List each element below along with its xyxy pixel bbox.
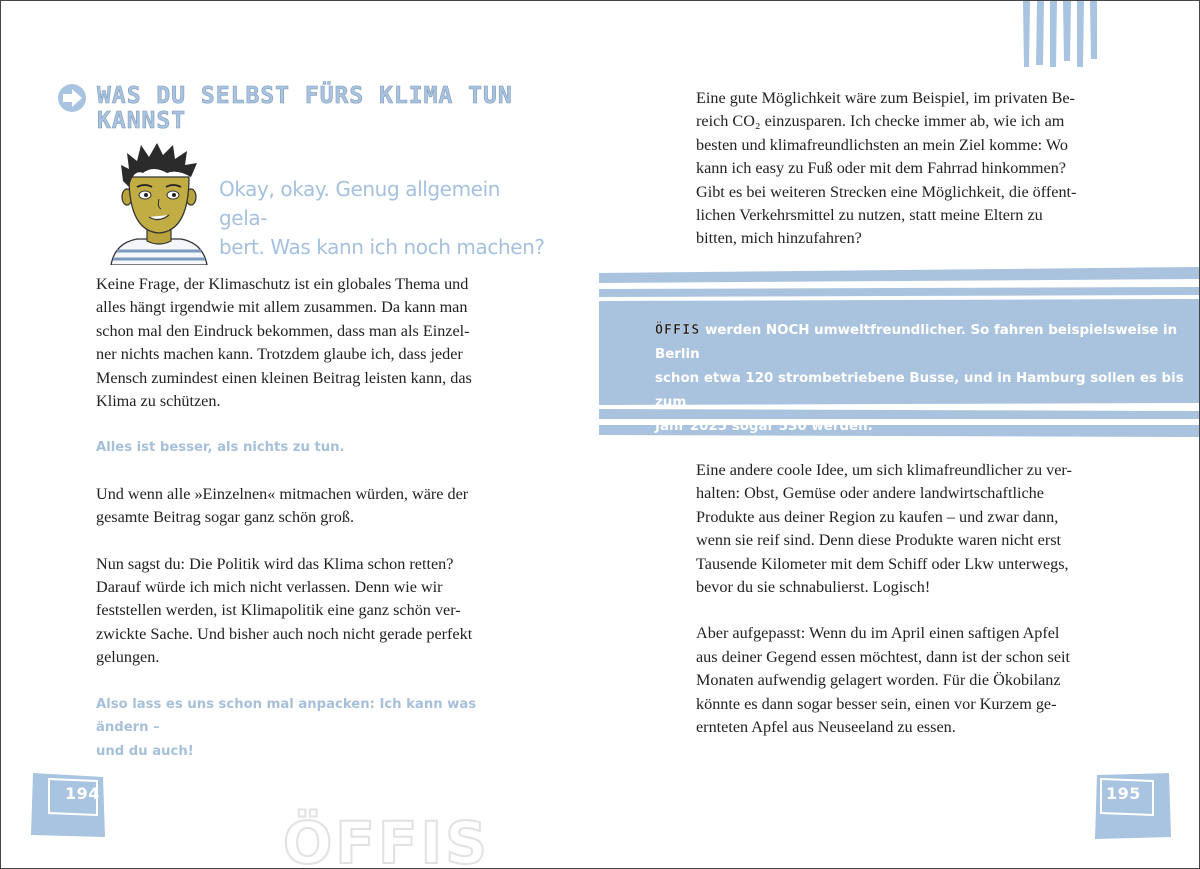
paragraph bbox=[96, 273, 516, 413]
paragraph bbox=[96, 483, 516, 530]
right-column-text-bottom bbox=[696, 459, 1106, 739]
text-line: Also lass es uns schon mal anpacken: Ich kann was ändern – bbox=[96, 696, 477, 736]
text-line: aus deiner Gegend essen möchtest, dann ist der schon seit bbox=[696, 647, 1071, 666]
text-line: schon mal den Eindruck bekommen, dass man als Einzel- bbox=[96, 321, 470, 340]
text-line: Eine andere coole Idee, um sich klimafreundlicher zu ver- bbox=[696, 461, 1072, 479]
text-line: feststellen werden, ist Klimapolitik eine ganz schön ver- bbox=[96, 601, 461, 620]
text-line: ernteten Apfel aus Neuseeland zu essen. bbox=[696, 718, 956, 737]
callout-keyword: ÖFFIS bbox=[655, 323, 701, 338]
text-line: Alles ist besser, als nichts zu tun. bbox=[96, 440, 345, 456]
text-line: besten und klimafreundlichsten an mein Ziel komme: Wo bbox=[696, 135, 1068, 154]
callout-line: schon etwa 120 strombetriebene Busse, und in Hamburg sollen es bis zum bbox=[655, 371, 1184, 410]
text-line: zwickte Sache. Und bisher auch noch nicht gerade perfekt bbox=[96, 624, 473, 643]
speech-line: Okay, okay. Genug allgemein gela- bbox=[219, 177, 500, 230]
text-line: ner nichts machen kann. Trotzdem glaube ich, dass jeder bbox=[96, 345, 463, 364]
text-line: Nun sagst du: Die Politik wird das Klima schon retten? bbox=[96, 554, 454, 573]
text-line: Keine Frage, der Klimaschutz ist ein globales Thema und bbox=[96, 275, 469, 293]
text-line: Gibt es bei weiteren Strecken eine Möglichkeit, die öffent- bbox=[696, 182, 1077, 201]
text-line: Produkte aus deiner Region zu kaufen – und zwar dann, bbox=[696, 507, 1059, 526]
text-line: lichen Verkehrsmittel zu nutzen, statt meine Eltern zu bbox=[696, 206, 1043, 225]
text-line: Darauf würde ich mich nicht verlassen. Denn wie wir bbox=[96, 578, 443, 597]
page-number: 194 bbox=[65, 784, 100, 803]
text-line: reich CO₂ einzusparen. Ich checke immer ab, wie ich am bbox=[696, 112, 1065, 131]
highlight-text bbox=[96, 436, 516, 459]
text-line: halten: Obst, Gemüse oder andere landwirtschaftliche bbox=[696, 484, 1044, 503]
boy-illustration bbox=[107, 141, 211, 265]
text-line: Und wenn alle »Einzelnen« mitmachen würden, wäre der bbox=[96, 484, 469, 503]
text-line: alles hängt irgendwie mit allem zusammen. Da kann man bbox=[96, 298, 468, 317]
text-line: Eine gute Möglichkeit wäre zum Beispiel, im privaten Be- bbox=[696, 89, 1075, 107]
page-number-badge bbox=[1091, 771, 1173, 841]
text-line: gelungen. bbox=[96, 648, 160, 667]
text-line: Tausende Kilometer mit dem Schiff oder Lkw unterwegs, bbox=[696, 554, 1069, 573]
section-heading: WAS DU SELBST FÜRS KLIMA TUN KANNST bbox=[97, 83, 513, 134]
callout-line: Jahr 2025 sogar 530 werden. bbox=[655, 419, 873, 434]
callout-text bbox=[655, 319, 1185, 439]
right-column-text-top bbox=[696, 87, 1106, 251]
text-line: könnte es dann sogar besser sein, einen vor Kurzem ge- bbox=[696, 694, 1057, 713]
text-line: bevor du sie schnabulierst. Logisch! bbox=[696, 578, 931, 597]
text-line: wenn sie reif sind. Denn diese Produkte waren nicht erst bbox=[696, 531, 1062, 550]
text-line: kann ich easy zu Fuß oder mit dem Fahrrad hinkommen? bbox=[696, 159, 1066, 178]
text-line: gesamte Beitrag sogar ganz schön groß. bbox=[96, 508, 355, 527]
page-number: 195 bbox=[1106, 784, 1141, 803]
callout-line-1-rest: werden NOCH umweltfreundlicher. So fahren beispielsweise in Berlin bbox=[655, 323, 1178, 362]
text-line: Klima zu schützen. bbox=[96, 392, 221, 411]
paragraph bbox=[696, 622, 1106, 739]
left-column-text bbox=[96, 273, 516, 763]
text-line: Mensch zumindest einen kleinen Beitrag leisten kann, das bbox=[96, 368, 472, 387]
callout-line bbox=[655, 319, 1185, 367]
text-line: Monaten aufwendig gelagert worden. Für die Ökobilanz bbox=[696, 671, 1061, 690]
highlight-text bbox=[96, 693, 516, 763]
text-line: und du auch! bbox=[96, 743, 194, 759]
page-number-badge bbox=[29, 771, 109, 841]
paragraph bbox=[96, 553, 516, 670]
decorative-stripes bbox=[1019, 1, 1109, 69]
speech-line: bert. Was kann ich noch machen? bbox=[219, 235, 545, 259]
text-line: bitten, mich hinzufahren? bbox=[696, 229, 862, 248]
arrow-right-icon bbox=[57, 83, 87, 113]
ghost-word: ÖFFIS bbox=[283, 809, 490, 869]
text-line: Aber aufgepasst: Wenn du im April einen saftigen Apfel bbox=[696, 624, 1060, 643]
paragraph bbox=[696, 459, 1106, 599]
speech-bubble-text bbox=[219, 175, 549, 262]
paragraph bbox=[696, 87, 1106, 251]
